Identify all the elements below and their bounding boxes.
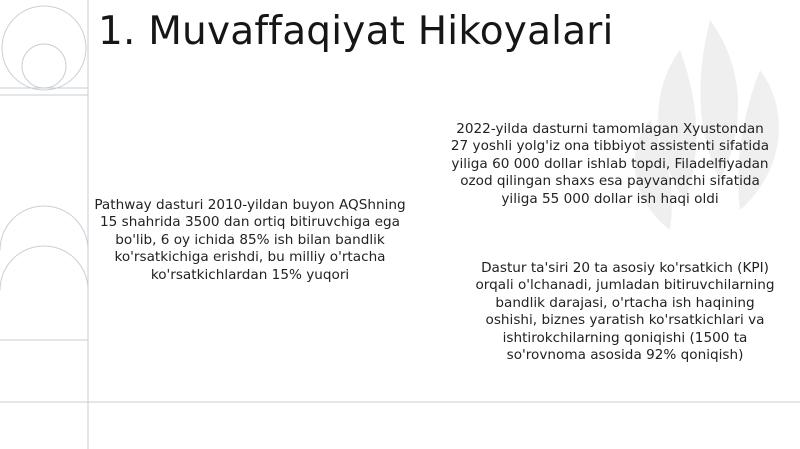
right-top-text-block: 2022-yilda dasturni tamomlagan Xyustondan 27 yoshli yolg'iz ona tibbiyot assistenti sifatida yiliga 60 000 dollar ishlab topdi, Filadelfiyadan ozod qilingan shaxs esa payvandchi sifatida yiliga 55 000 dollar ish haqi oldi <box>450 121 770 207</box>
slide-title: 1. Muvaffaqiyat Hikoyalari <box>98 9 614 54</box>
right-bottom-text-block: Dastur ta'siri 20 ta asosiy ko'rsatkich (KPI) orqali o'lchanadi, jumladan bitiruvchilarning bandlik darajasi, o'rtacha ish haqining oshishi, biznes yaratish ko'rsatkichlari va ishtirokchilarning qoniqishi (1500 ta so'rovnoma asosida 92% qoniqish) <box>475 260 775 364</box>
left-text-block: Pathway dasturi 2010-yildan buyon AQShning 15 shahrida 3500 dan ortiq bitiruvchiga ega bo'lib, 6 oy ichida 85% ish bilan bandlik ko'rsatkichiga erishdi, bu milliy o'rtacha ko'rsatkichlardan 15% yuqori <box>94 197 406 283</box>
